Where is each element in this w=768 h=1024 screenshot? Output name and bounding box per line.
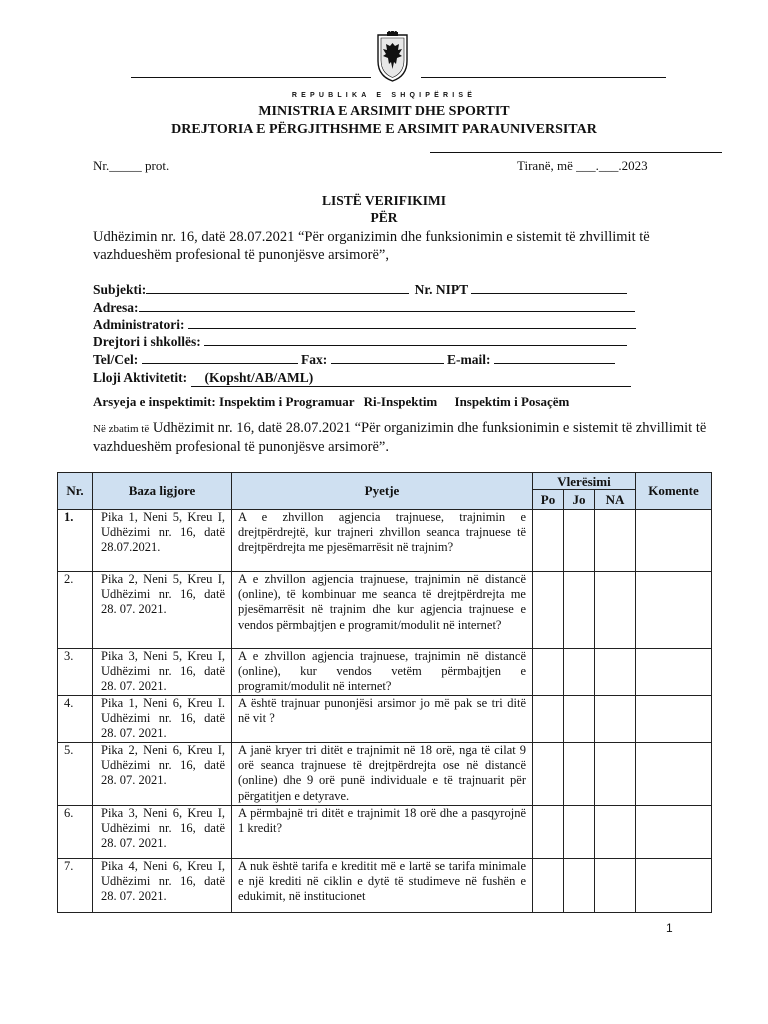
header-legal-basis: Baza ligjore [93,473,232,510]
subject-label: Subjekti: [93,282,147,297]
row-number: 5. [58,743,93,806]
header-nr: Nr. [58,473,93,510]
doc-title-for: PËR [370,210,398,225]
administrator-field-row [93,317,636,333]
nipt-input[interactable] [471,282,627,294]
row-legal-basis: Pika 3, Neni 6, Kreu I, Udhëzimi nr. 16, datë 28. 07. 2021. [93,806,232,859]
inspection-option-programmed[interactable]: Inspektim i Programuar [219,394,355,409]
header-na: NA [595,490,636,510]
activity-field-row [93,370,631,387]
comment-cell[interactable] [636,859,712,913]
row-question: A janë kryer tri ditët e trajnimit në 18 orë, nga të cilat 9 orë seanca trajnuese të drejtpërdrejta ose në distancë (online) dhe 9 orë punë individuale e të trajnuarit për përgatitjen e detyrave. [232,743,533,806]
implementation-note [93,419,713,456]
table-row [58,859,712,913]
comment-cell[interactable] [636,806,712,859]
fax-label: Fax: [301,352,328,367]
row-legal-basis: Pika 2, Neni 6, Kreu I, Udhëzimi nr. 16, datë 28. 07. 2021. [93,743,232,806]
row-question: A e zhvillon agjencia trajnuese, trajnimin e drejtpërdrejtë, kur trajneri zhvillon seanca trajnuese të drejtpërdrejta me pjesëmarrësit në trajnim? [232,510,533,572]
implementation-prefix: Në zbatim të [93,423,150,435]
activity-value-text: (Kopsht/AB/AML) [204,370,314,385]
director-label: Drejtori i shkollës: [93,334,201,349]
header-po: Po [533,490,564,510]
po-cell[interactable] [533,510,564,572]
row-question: A e zhvillon agjencia trajnuese, trajnimin në distancë (online), të kombinuar me seanca të drejtpërdrejta me pjesëmarrësit në trajnim dhe kur agjencia trajnuese e vendos përmbajtjen e programit/modulit në internet? [232,572,533,649]
po-cell[interactable] [533,859,564,913]
table-row [58,649,712,696]
jo-cell[interactable] [564,806,595,859]
row-legal-basis: Pika 1, Neni 6, Kreu I. Udhëzimi nr. 16, datë 28. 07. 2021. [93,696,232,743]
table-row [58,806,712,859]
row-number: 4. [58,696,93,743]
table-row [58,572,712,649]
po-cell[interactable] [533,696,564,743]
na-cell[interactable] [595,649,636,696]
na-cell[interactable] [595,572,636,649]
table-row [58,510,712,572]
ministry-title: MINISTRIA E ARSIMIT DHE SPORTIT [258,104,510,119]
inspection-reason-label: Arsyeja e inspektimit: [93,394,216,409]
na-cell[interactable] [595,806,636,859]
jo-cell[interactable] [564,572,595,649]
table-row [58,743,712,806]
row-question: A përmbajnë tri ditët e trajnimit 18 orë dhe a pasqyrojnë 1 kredit? [232,806,533,859]
row-legal-basis: Pika 2, Neni 5, Kreu I, Udhëzimi nr. 16, datë 28. 07. 2021. [93,572,232,649]
page-number: 1 [666,921,673,935]
activity-value[interactable] [191,370,631,387]
director-input[interactable] [204,334,627,346]
tel-label: Tel/Cel: [93,352,139,367]
row-legal-basis: Pika 1, Neni 5, Kreu I, Udhëzimi nr. 16, datë 28.07.2021. [93,510,232,572]
comment-cell[interactable] [636,743,712,806]
row-number: 3. [58,649,93,696]
directorate-title: DREJTORIA E PËRGJITHSHME E ARSIMIT PARAUNIVERSITAR [171,122,597,137]
implementation-text: Udhëzimit nr. 16, datë 28.07.2021 “Për organizimin dhe funksionimin e sistemit të zhvillimit të vazhdueshëm profesional të punonjësve arsimorë”. [93,420,707,455]
administrator-input[interactable] [188,317,636,329]
protocol-number: Nr._____ prot. [93,158,170,173]
comment-cell[interactable] [636,649,712,696]
inspection-option-special[interactable]: Inspektim i Posaçëm [454,394,570,409]
inspection-option-reinspection[interactable]: Ri-Inspektim [363,394,438,409]
date-rule [430,152,722,153]
address-field-row [93,300,635,316]
na-cell[interactable] [595,510,636,572]
inspection-reason-row [93,394,569,410]
table-row [58,696,712,743]
header-rule-left [131,77,371,78]
doc-subtitle: Udhëzimin nr. 16, datë 28.07.2021 “Për organizimin dhe funksionimin e sistemit të zhvillimit të vazhdueshëm profesional të punonjësve arsimorë”, [93,229,650,263]
row-question: A e zhvillon agjencia trajnuese, trajnimin në distancë (online), kur vendos vetëm përmbajtjen e programit/modulit në internet? [232,649,533,696]
comment-cell[interactable] [636,572,712,649]
row-legal-basis: Pika 3, Neni 5, Kreu I, Udhëzimi nr. 16, datë 28. 07. 2021. [93,649,232,696]
email-input[interactable] [494,352,615,364]
header-question: Pyetje [232,473,533,510]
row-number: 7. [58,859,93,913]
header-evaluation: Vlerësimi [533,473,636,490]
date-label: Tiranë, më ___.___.2023 [517,158,648,173]
row-question: A nuk është tarifa e kreditit më e lartë se tarifa minimale e një krediti në ciklin e dytë të studimeve në fushën e edukimit, në institucionet [232,859,533,913]
activity-label: Lloji Aktivitetit: [93,370,188,385]
na-cell[interactable] [595,859,636,913]
address-input[interactable] [139,300,635,312]
header-jo: Jo [564,490,595,510]
row-question: A është trajnuar punonjësi arsimor jo më pak se tri ditë në vit ? [232,696,533,743]
verification-table [57,472,712,913]
subject-input[interactable] [146,282,409,294]
po-cell[interactable] [533,649,564,696]
na-cell[interactable] [595,743,636,806]
row-number: 1. [58,510,93,572]
jo-cell[interactable] [564,649,595,696]
na-cell[interactable] [595,696,636,743]
tel-input[interactable] [142,352,298,364]
address-label: Adresa: [93,300,139,315]
jo-cell[interactable] [564,696,595,743]
row-legal-basis: Pika 4, Neni 6, Kreu I, Udhëzimi nr. 16, datë 28. 07. 2021. [93,859,232,913]
po-cell[interactable] [533,806,564,859]
row-number: 2. [58,572,93,649]
email-label: E-mail: [447,352,491,367]
republic-label: REPUBLIKA E SHQIPËRISË [291,92,477,99]
administrator-label: Administratori: [93,317,185,332]
coat-of-arms-emblem [376,31,409,83]
jo-cell[interactable] [564,743,595,806]
comment-cell[interactable] [636,696,712,743]
comment-cell[interactable] [636,510,712,572]
fax-input[interactable] [331,352,444,364]
nipt-label: Nr. NIPT [414,282,468,297]
po-cell[interactable] [533,743,564,806]
row-number: 6. [58,806,93,859]
doc-title: LISTË VERIFIKIMI [322,193,446,208]
director-field-row [93,334,627,350]
header-rule-right [421,77,666,78]
po-cell[interactable] [533,572,564,649]
header-comments: Komente [636,473,712,510]
jo-cell[interactable] [564,859,595,913]
contact-field-row [93,352,615,368]
jo-cell[interactable] [564,510,595,572]
subject-field-row [93,282,627,298]
